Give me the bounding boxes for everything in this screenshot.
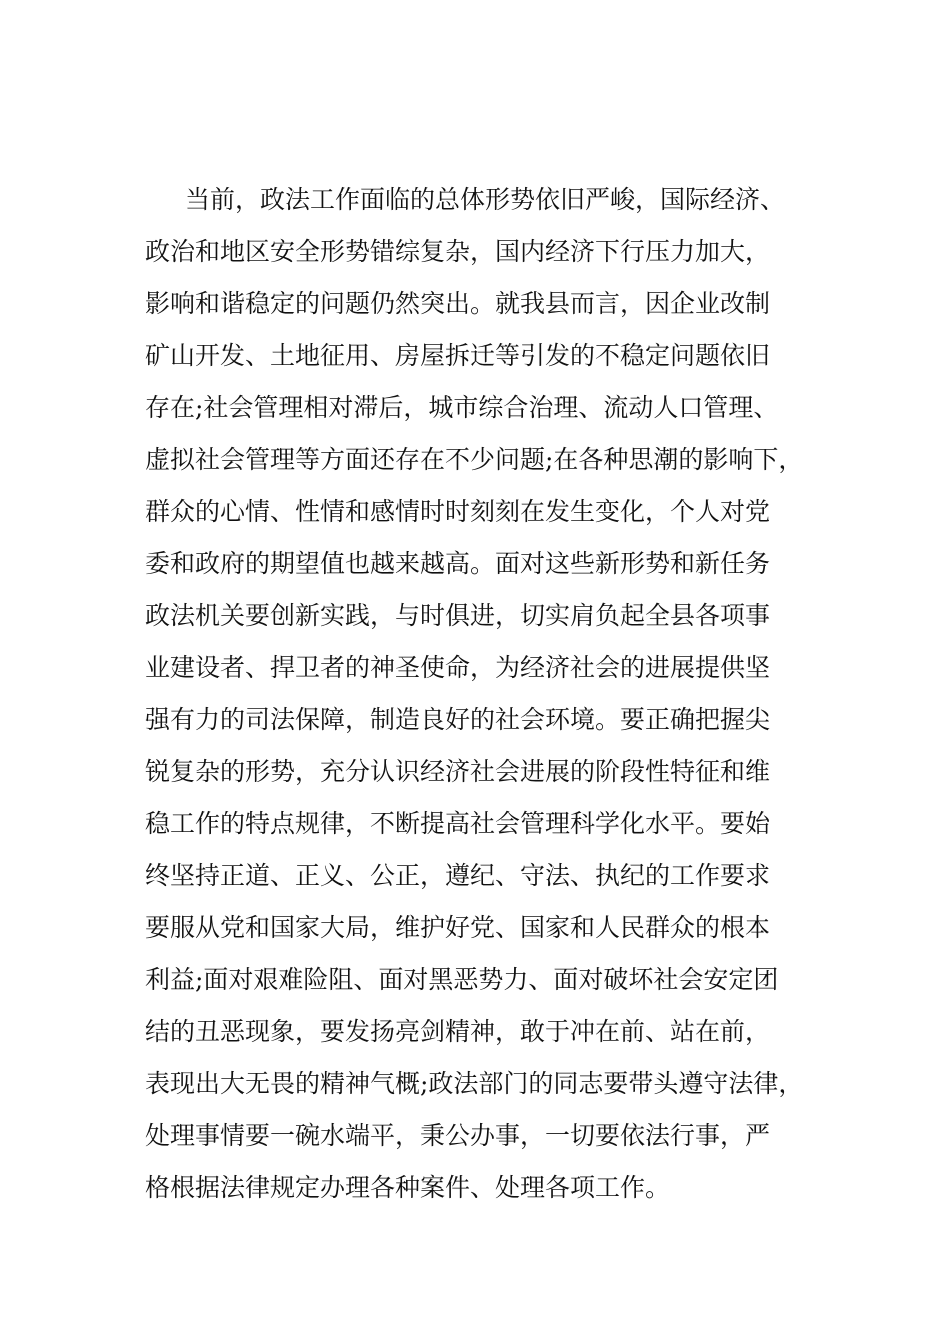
paragraph-line: 影响和谐稳定的问题仍然突出。就我县而言，因企业改制 bbox=[145, 289, 771, 318]
body-paragraph bbox=[145, 174, 835, 1214]
paragraph-line: 稳工作的特点规律，不断提高社会管理科学化水平。要始 bbox=[145, 809, 771, 838]
paragraph-line: 终坚持正道、正义、公正，遵纪、守法、执纪的工作要求 bbox=[145, 861, 771, 890]
paragraph-line: 格根据法律规定办理各种案件、处理各项工作。 bbox=[145, 1173, 671, 1202]
paragraph-line: 政治和地区安全形势错综复杂，国内经济下行压力加大， bbox=[145, 237, 771, 266]
paragraph-line: 处理事情要一碗水端平，秉公办事，一切要依法行事，严 bbox=[145, 1121, 771, 1150]
paragraph-line: 当前，政法工作面临的总体形势依旧严峻，国际经济、 bbox=[185, 185, 786, 214]
paragraph-line: 要服从党和国家大局，维护好党、国家和人民群众的根本 bbox=[145, 913, 771, 942]
paragraph-line: 委和政府的期望值也越来越高。面对这些新形势和新任务 bbox=[145, 549, 771, 578]
paragraph-line: 群众的心情、性情和感情时时刻刻在发生变化，个人对党 bbox=[145, 497, 771, 526]
paragraph-line: 锐复杂的形势，充分认识经济社会进展的阶段性特征和维 bbox=[145, 757, 771, 786]
paragraph-line: 表现出大无畏的精神气概;政法部门的同志要带头遵守法律， bbox=[145, 1069, 804, 1098]
paragraph-line: 存在;社会管理相对滞后，城市综合治理、流动人口管理、 bbox=[145, 393, 779, 422]
paragraph-line: 虚拟社会管理等方面还存在不少问题;在各种思潮的影响下， bbox=[145, 445, 804, 474]
paragraph-line: 强有力的司法保障，制造良好的社会环境。要正确把握尖 bbox=[145, 705, 771, 734]
paragraph-line: 业建设者、捍卫者的神圣使命，为经济社会的进展提供坚 bbox=[145, 653, 771, 682]
paragraph-line: 政法机关要创新实践，与时俱进，切实肩负起全县各项事 bbox=[145, 601, 771, 630]
paragraph-line: 结的丑恶现象，要发扬亮剑精神，敢于冲在前、站在前， bbox=[145, 1017, 771, 1046]
paragraph-line: 利益;面对艰难险阻、面对黑恶势力、面对破坏社会安定团 bbox=[145, 965, 779, 994]
paragraph-line: 矿山开发、土地征用、房屋拆迁等引发的不稳定问题依旧 bbox=[145, 341, 771, 370]
